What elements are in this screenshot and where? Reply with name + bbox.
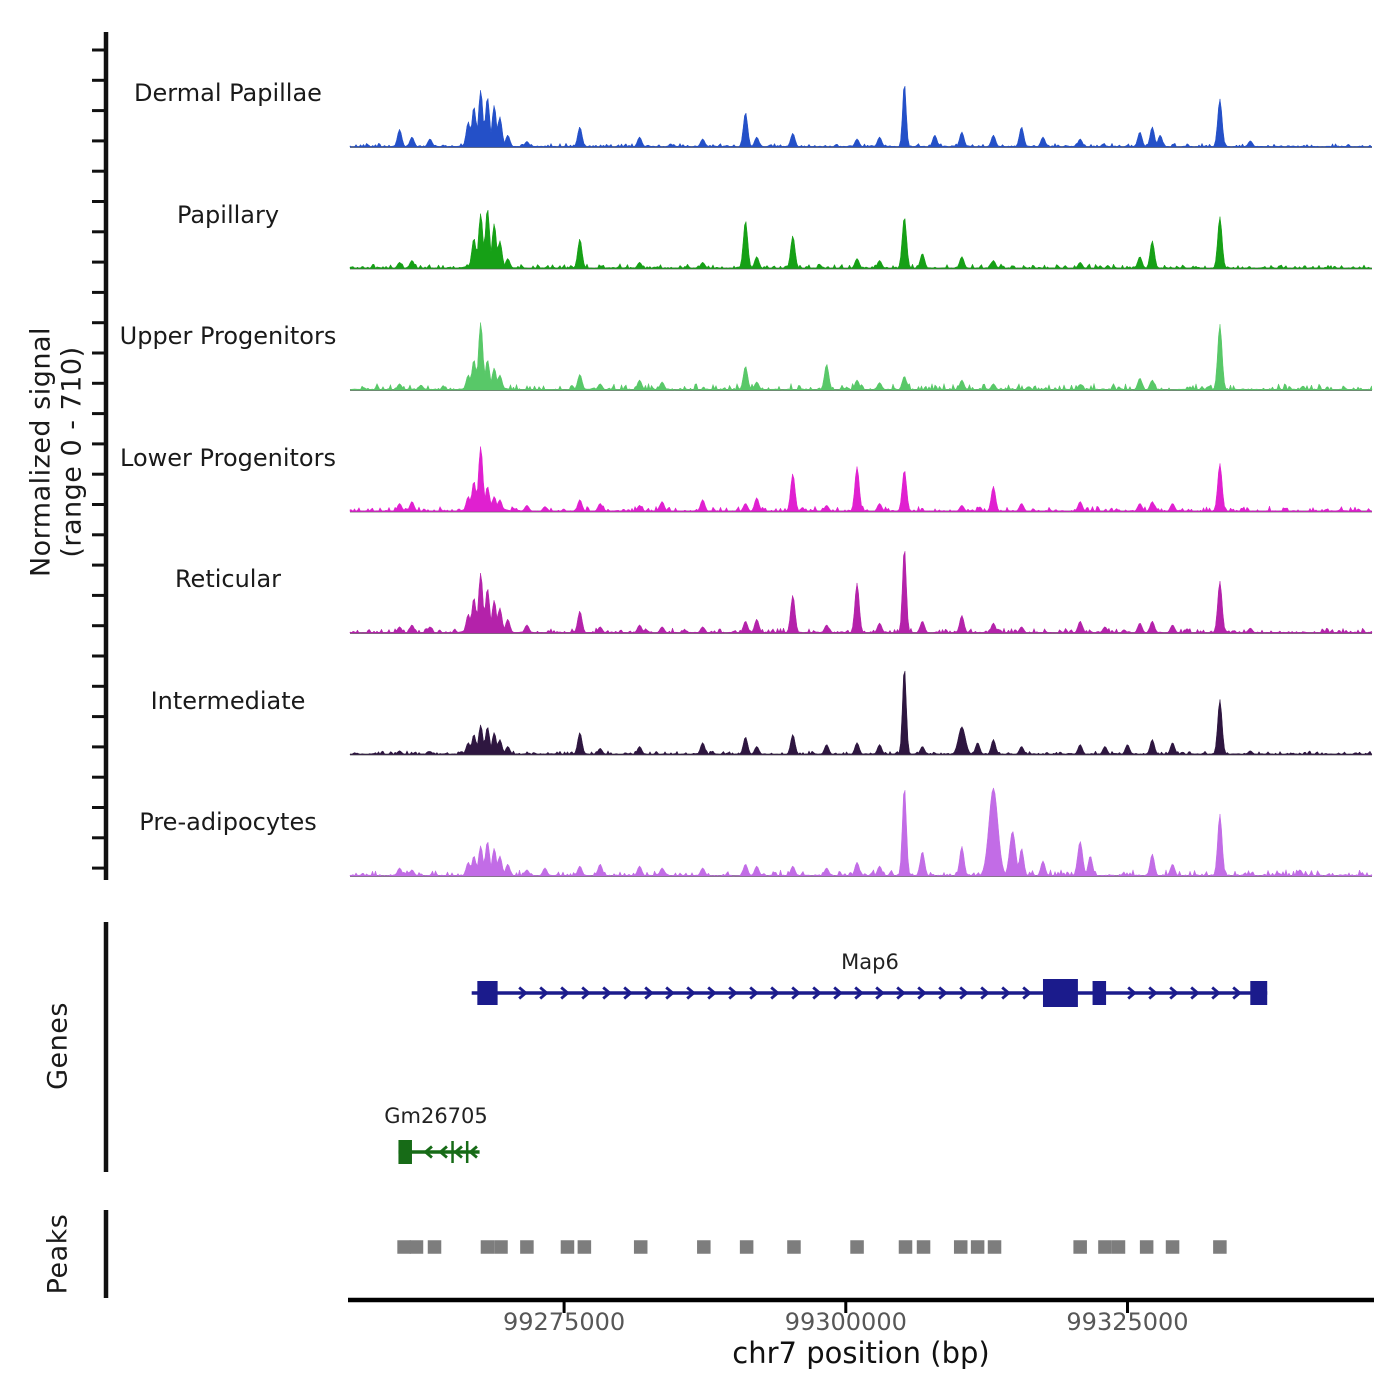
peak-region-box bbox=[481, 1240, 495, 1254]
peak-region-box bbox=[971, 1240, 985, 1254]
peak-region-box bbox=[520, 1240, 534, 1254]
peak-region-box bbox=[787, 1240, 801, 1254]
peak-region-box bbox=[561, 1240, 575, 1254]
track-label-reticular: Reticular bbox=[174, 565, 282, 593]
x-tick-label-99325000: 99325000 bbox=[1066, 1308, 1189, 1336]
peak-region-box bbox=[397, 1240, 411, 1254]
peak-region-box bbox=[988, 1240, 1002, 1254]
peak-region-box bbox=[1140, 1240, 1154, 1254]
signal-track-pre-adipocytes bbox=[350, 788, 1372, 876]
y-axis-label-line2: (range 0 - 710) bbox=[56, 346, 88, 558]
peak-region-box bbox=[634, 1240, 648, 1254]
gene-exon-gm26705 bbox=[398, 1140, 412, 1164]
signal-track-dermal-papillae bbox=[350, 86, 1372, 147]
peak-region-box bbox=[1112, 1240, 1126, 1254]
peak-region-box bbox=[428, 1240, 442, 1254]
peak-region-box bbox=[1073, 1240, 1087, 1254]
x-tick-label-99275000: 99275000 bbox=[503, 1308, 626, 1336]
peak-region-box bbox=[917, 1240, 931, 1254]
peak-region-box bbox=[954, 1240, 968, 1254]
peak-region-box bbox=[410, 1240, 424, 1254]
x-axis-title: chr7 position (bp) bbox=[732, 1336, 990, 1370]
peak-region-box bbox=[740, 1240, 754, 1254]
peak-region-box bbox=[494, 1240, 508, 1254]
track-label-lower-progenitors: Lower Progenitors bbox=[120, 443, 336, 472]
gene-exon-map6 bbox=[1093, 981, 1107, 1005]
gene-exon-map6 bbox=[1250, 981, 1267, 1005]
gene-exon-map6 bbox=[1043, 979, 1078, 1007]
signal-track-intermediate bbox=[350, 671, 1372, 755]
peak-region-box bbox=[1166, 1240, 1180, 1254]
gene-exon-map6 bbox=[477, 981, 497, 1005]
x-tick-label-99300000: 99300000 bbox=[784, 1308, 907, 1336]
gene-label-map6: Map6 bbox=[841, 950, 899, 974]
peak-region-box bbox=[697, 1240, 711, 1254]
peak-region-box bbox=[1098, 1240, 1112, 1254]
track-label-upper-progenitors: Upper Progenitors bbox=[119, 322, 337, 350]
track-label-pre-adipocytes: Pre-adipocytes bbox=[139, 808, 317, 836]
track-label-papillary: Papillary bbox=[176, 200, 280, 229]
peak-region-box bbox=[578, 1240, 592, 1254]
signal-track-upper-progenitors bbox=[350, 322, 1372, 390]
genes-section-label: Genes bbox=[42, 1002, 74, 1090]
peak-region-box bbox=[1213, 1240, 1227, 1254]
track-label-intermediate: Intermediate bbox=[150, 686, 306, 715]
peak-region-box bbox=[899, 1240, 913, 1254]
peaks-section-label: Peaks bbox=[42, 1213, 74, 1295]
track-label-dermal-papillae: Dermal Papillae bbox=[134, 79, 322, 107]
signal-track-reticular bbox=[350, 551, 1372, 633]
peak-region-box bbox=[850, 1240, 864, 1254]
signal-track-lower-progenitors bbox=[350, 447, 1372, 512]
signal-track-papillary bbox=[350, 210, 1372, 268]
gene-label-gm26705: Gm26705 bbox=[384, 1104, 488, 1128]
y-axis-label-line1: Normalized signal bbox=[25, 326, 57, 578]
